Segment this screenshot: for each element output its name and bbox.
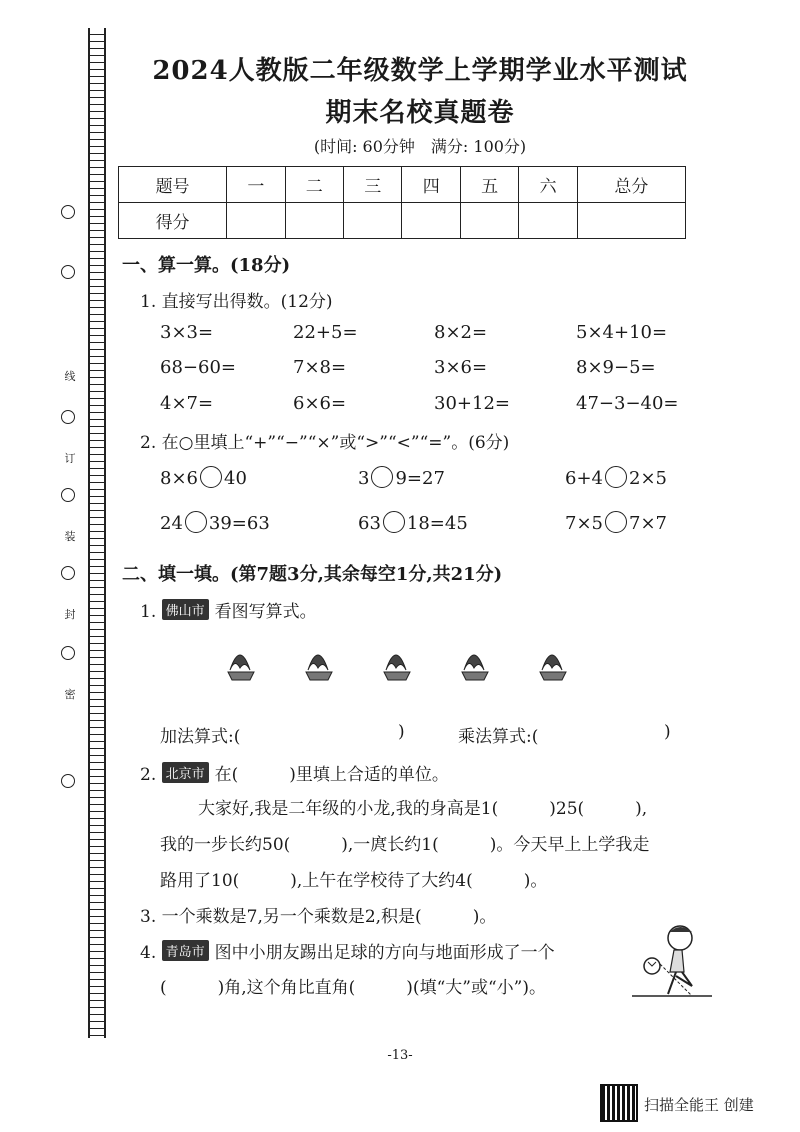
binding-label: 封 xyxy=(64,608,76,621)
page-subtitle: 期末名校真题卷 xyxy=(325,98,515,128)
table-cell: 四 xyxy=(402,167,460,203)
expression: 3×3= xyxy=(160,322,214,343)
table-cell: 六 xyxy=(519,167,577,203)
multiplication-label: 乘法算式:( xyxy=(458,727,539,747)
question-line: 2. 北京市 在( )里填上合适的单位。 xyxy=(140,760,449,785)
table-cell: 一 xyxy=(227,167,285,203)
exam-meta: (时间: 60分钟 满分: 100分) xyxy=(313,137,527,156)
binding-label: 密 xyxy=(64,688,76,701)
score-input-cell[interactable] xyxy=(227,203,285,239)
score-input-cell[interactable] xyxy=(344,203,402,239)
plant-icon xyxy=(540,655,566,680)
paragraph-line: 路用了10( ),上午在学校待了大约4( )。 xyxy=(160,871,548,891)
answer-circle[interactable] xyxy=(371,466,393,488)
binding-circle xyxy=(61,488,75,502)
expression: 7×8= xyxy=(293,357,347,378)
paragraph-line: ( )角,这个角比直角( )(填“大”或“小”)。 xyxy=(160,978,546,998)
qr-code-icon xyxy=(600,1084,638,1122)
binding-circle xyxy=(61,265,75,279)
score-input-cell[interactable] xyxy=(402,203,460,239)
paren-close: ) xyxy=(398,722,405,742)
table-cell: 二 xyxy=(285,167,343,203)
table-row xyxy=(119,203,686,239)
score-input-cell[interactable] xyxy=(285,203,343,239)
child-kicking-ball-illustration xyxy=(630,920,714,1000)
answer-circle[interactable] xyxy=(605,466,627,488)
score-input-cell[interactable] xyxy=(577,203,685,239)
table-cell: 五 xyxy=(460,167,518,203)
binding-label: 装 xyxy=(64,530,76,543)
addition-label: 加法算式:( xyxy=(160,727,241,747)
answer-circle[interactable] xyxy=(383,511,405,533)
expression: 22+5= xyxy=(293,322,358,343)
binding-circle xyxy=(61,205,75,219)
expression: 8×2= xyxy=(434,322,488,343)
compare-item: 7×5 7×7 xyxy=(565,513,667,534)
table-row xyxy=(119,167,686,203)
table-cell: 题号 xyxy=(119,167,227,203)
page-title: 2024人教版二年级数学上学期学业水平测试 xyxy=(152,56,688,86)
paren-close: ) xyxy=(664,722,671,742)
expression: 4×7= xyxy=(160,393,214,414)
plant-icon xyxy=(228,655,254,680)
binding-circle xyxy=(61,410,75,424)
expression: 47−3−40= xyxy=(576,393,679,414)
question-line: 4. 青岛市 图中小朋友踢出足球的方向与地面形成了一个 xyxy=(140,938,555,963)
plant-icon xyxy=(306,655,332,680)
paragraph-line: 大家好,我是二年级的小龙,我的身高是1( )25( ), xyxy=(198,799,648,819)
compare-item: 8×6 40 xyxy=(160,468,247,489)
table-cell: 三 xyxy=(344,167,402,203)
binding-label: 订 xyxy=(64,452,76,465)
compare-item: 6+4 2×5 xyxy=(565,468,667,489)
binding-circle xyxy=(61,646,75,660)
binding-label: 线 xyxy=(64,370,76,383)
plant-illustration xyxy=(220,630,600,684)
plant-icon xyxy=(462,655,488,680)
answer-circle[interactable] xyxy=(200,466,222,488)
city-tag: 青岛市 xyxy=(162,940,209,961)
compare-item: 3 9=27 xyxy=(358,468,445,489)
section-heading: 二、填一填。(第7题3分,其余每空1分,共21分) xyxy=(122,564,503,585)
section-heading: 一、算一算。(18分) xyxy=(122,255,291,276)
score-input-cell[interactable] xyxy=(460,203,518,239)
expression: 68−60= xyxy=(160,357,236,378)
plant-icon xyxy=(384,655,410,680)
compare-item: 63 18=45 xyxy=(358,513,468,534)
binding-circle xyxy=(61,774,75,788)
city-tag: 北京市 xyxy=(162,762,209,783)
paragraph-line: 我的一步长约50( ),一庹长约1( )。今天早上上学我走 xyxy=(160,835,650,855)
question-line: 1. 佛山市 看图写算式。 xyxy=(140,597,317,622)
expression: 3×6= xyxy=(434,357,488,378)
table-cell: 总分 xyxy=(577,167,685,203)
expression: 8×9−5= xyxy=(576,357,656,378)
page-number: -13- xyxy=(387,1048,413,1063)
binding-circle xyxy=(61,566,75,580)
compare-item: 24 39=63 xyxy=(160,513,270,534)
answer-circle[interactable] xyxy=(605,511,627,533)
binding-strip xyxy=(88,28,106,1038)
expression: 5×4+10= xyxy=(576,322,668,343)
city-tag: 佛山市 xyxy=(162,599,209,620)
score-input-cell[interactable] xyxy=(519,203,577,239)
answer-circle[interactable] xyxy=(185,511,207,533)
expression: 30+12= xyxy=(434,393,510,414)
table-cell: 得分 xyxy=(119,203,227,239)
scanner-watermark: 扫描全能王 创建 xyxy=(644,1096,754,1114)
expression: 6×6= xyxy=(293,393,347,414)
question-heading: 2. 在○里填上“+”“−”“×”或“>”“<”“=”。(6分) xyxy=(140,433,510,453)
question-line: 3. 一个乘数是7,另一个乘数是2,积是( )。 xyxy=(140,907,497,927)
score-table xyxy=(118,166,686,239)
question-heading: 1. 直接写出得数。(12分) xyxy=(140,292,333,312)
